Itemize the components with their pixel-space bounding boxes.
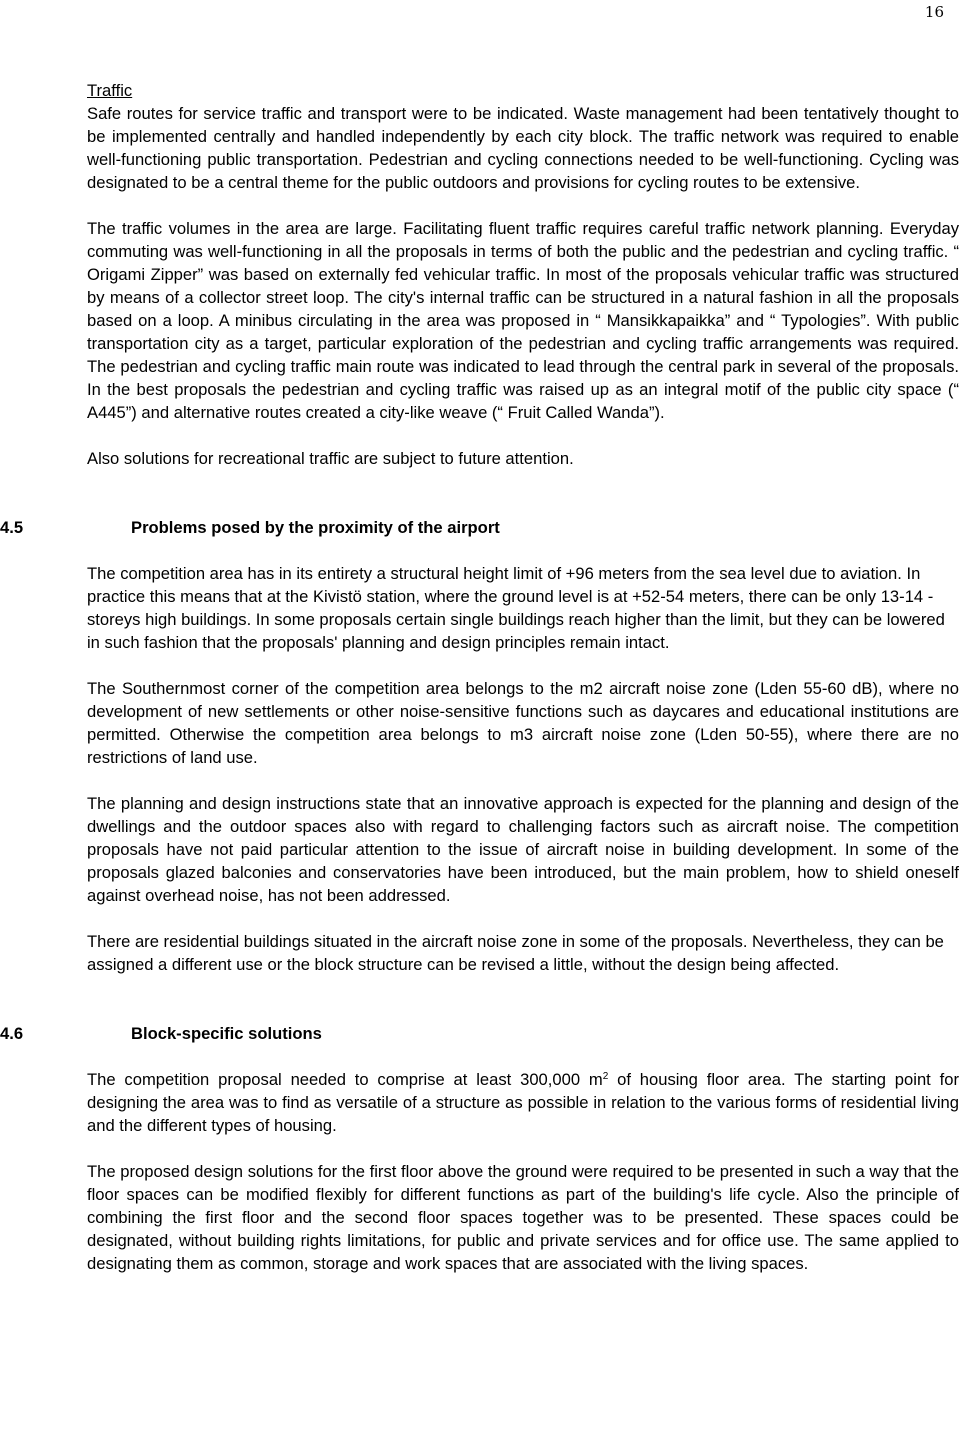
section-title: Block-specific solutions	[131, 1024, 322, 1043]
airport-paragraph-2: The Southernmost corner of the competition area belongs to the m2 aircraft noise zone (Lden 55-60 dB), where no development of new settlements or other noise-sensitive functions such as daycares and educational institutions are permitted. Otherwise the competition area belongs to m3 aircraft noise zone (Lden 50-55), where there are no restrictions of land use.	[87, 679, 959, 767]
section-number: 4.6	[0, 1024, 24, 1043]
airport-paragraph-4: There are residential buildings situated in the aircraft noise zone in some of the proposals. Nevertheless, they can be assigned a different use or the block structure can be revised a little, without the design being affected.	[87, 932, 944, 974]
page-body	[0, 79, 959, 1275]
traffic-paragraph-3: Also solutions for recreational traffic are subject to future attention.	[87, 449, 574, 468]
traffic-paragraph-1: Safe routes for service traffic and transport were to be indicated. Waste management had been tentatively thought to be implemented centrally and handled independently by each city block. The traffic network was required to enable well-functioning public transportation. Pedestrian and cycling connections needed to be well-functioning. Cycling was designated to be a central theme for the public outdoors and provisions for cycling routes to be extensive.	[87, 104, 959, 192]
section-heading-4-6	[0, 1022, 959, 1045]
section-title: Problems posed by the proximity of the airport	[131, 518, 500, 537]
block-paragraph-1-text-rest: of housing floor area. The starting point for designing the area was to find as versatile of a structure as possible in relation to the various forms of residential living and the different types of housing.	[87, 1070, 959, 1135]
section-number: 4.5	[0, 518, 24, 537]
traffic-paragraph-2: The traffic volumes in the area are large. Facilitating fluent traffic requires careful traffic network planning. Everyday commuting was well-functioning in all the proposals in terms of both the public and the pedestrian and cycling traffic. “ Origami Zipper” was based on externally fed vehicular traffic. In most of the proposals vehicular traffic was structured by means of a collector street loop. The city's internal traffic can be structured in a natural fashion in all the proposals based on a loop. A minibus circulating in the area was proposed in “ Mansikkapaikka” and “ Typologies”. With public transportation city as a target, particular exploration of the pedestrian and cycling traffic arrangements was required. The pedestrian and cycling traffic main route was indicated to lead through the central park in several of the proposals. In the best proposals the pedestrian and cycling traffic was raised up as an integral motif of the public city space (“ A445”) and alternative routes created a city-like weave (“ Fruit Called Wanda”).	[87, 219, 959, 422]
section-heading-4-5	[0, 516, 959, 539]
traffic-subheading: Traffic	[87, 81, 133, 100]
airport-paragraph-1: The competition area has in its entirety a structural height limit of +96 meters from the sea level due to aviation. In practice this means that at the Kivistö station, where the ground level is at +52-54 meters, there can be only 13-14 -storeys high buildings. In some proposals certain single buildings reach higher than the limit, but they can be lowered in such fashion that the proposals' planning and design principles remain intact.	[87, 564, 945, 652]
block-paragraph-2: The proposed design solutions for the first floor above the ground were required to be presented in such a way that the floor spaces can be modified flexibly for different functions as part of the building's life cycle. Also the principle of combining the first floor and the second floor spaces together was to be presented. These spaces could be designated, without building rights limitations, for public and private services and for office use. The same applied to designating them as common, storage and work spaces that are associated with the living spaces.	[87, 1162, 959, 1273]
superscript-2: 2	[602, 1071, 609, 1082]
block-paragraph-1	[87, 1068, 959, 1137]
block-paragraph-1-text: The competition proposal needed to comprise at least 300,000 m	[87, 1070, 603, 1089]
airport-paragraph-3: The planning and design instructions state that an innovative approach is expected for the planning and design of the dwellings and the outdoor spaces also with regard to challenging factors such as aircraft noise. The competition proposals have not paid particular attention to the issue of aircraft noise in building development. In some of the proposals glazed balconies and conservatories have been introduced, but the main problem, how to shield oneself against overhead noise, has not been addressed.	[87, 794, 959, 905]
page-number: 16	[924, 3, 944, 21]
